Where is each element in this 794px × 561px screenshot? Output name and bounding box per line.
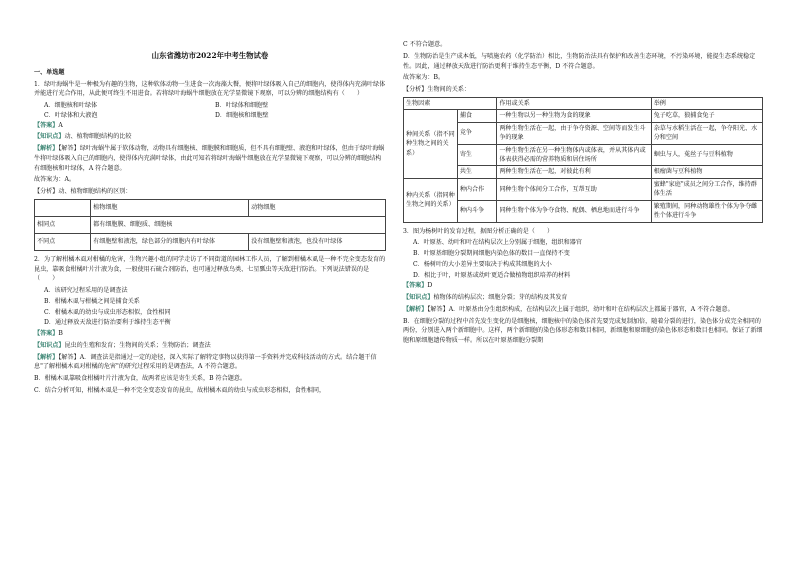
q2-analysis-a: 【解析】【解答】A．调查法是指通过一定的途径，深入实际了解特定事物以获得第一手资料并完成科技活动的方式。结合题干信息"了解柑橘木虱对柑橘的危害"的研究过程采用的是调查法，A 不符合题意。	[34, 353, 377, 371]
q3-option-b: B．叶原基细胞分裂期间细胞内染色体的数目一直保持不变	[413, 250, 570, 258]
table-cell: 一种生物以另一种生物为食的现象	[497, 110, 651, 122]
section-heading: 一、单选题	[34, 68, 65, 76]
q2-conclusion: 故答案为：B。	[403, 74, 445, 82]
table-cell: 种内斗争	[457, 200, 496, 222]
q2-options	[34, 286, 386, 328]
table-cell: 根瘤菌与豆科植物	[651, 166, 762, 178]
table-cell: 蛔虫与人，菟丝子与豆科植物	[651, 144, 762, 166]
table-cell: 蜜蜂"家庭"成员之间分工合作，维持群体生活	[651, 178, 762, 200]
cell-compare-table	[34, 199, 386, 251]
q1-options	[34, 101, 386, 121]
q2-analysis-b: B．柑橘木虱靠吸食柑橘叶片汁液为食，故两者应该是寄生关系，B 符合题意。	[34, 375, 246, 383]
q3-stem: 3．图为杨树叶的发育过程，据图分析正确的是（ ）	[403, 227, 554, 235]
right-column	[403, 40, 763, 348]
table-cell: 种内关系（指同种生物之间的关系）	[404, 178, 458, 222]
q3-analysis-b: B．在细胞分裂的过程中首先发生变化的是细胞核，细胞核中的染色体首先要完成复制加倍，随着分裂的进行，染色体分成完全相同的两份，分别进入两个新细胞中。这样，两个新细胞的染色体形态和数目相同，新细胞和原细胞的染色体形态和数目也相同。保证了新细胞和原细胞遗传物质一样。所以在叶原基细胞分裂期	[403, 317, 763, 345]
q2-option-b: B．柑橘木虱与柑橘之间是捕食关系	[44, 297, 140, 305]
q2-c-end: C 不符合题意。	[403, 41, 447, 48]
table-cell: 杂草与水稻生活在一起，争夺阳光、水分和空间	[651, 122, 762, 144]
q2-stem: 2．为了解柑橘木虱对柑橘的危害，生物兴趣小组的同学走访了不同街道的园林工作人员，了解到柑橘木虱是一种不完全变态发育的昆虫，靠吸食柑橘叶片汁液为食，一般使用石硫合剂防治，也可通过释放鸟类、七星瓢虫等天敌进行防治。下列说法错误的是（ ）	[34, 255, 386, 283]
q3-option-a: A．叶原基、幼叶和叶在结构层次上分别属于细胞，组织和器官	[413, 239, 582, 247]
table-cell: 繁殖期间，同种动物雄性个体为争夺雌性个体进行斗争	[651, 200, 762, 222]
q3-options	[403, 238, 763, 280]
left-column	[34, 40, 386, 398]
relations-table	[403, 97, 763, 223]
table-cell: 捕食	[457, 110, 496, 122]
table-cell: 两种生物生活在一起，对彼此有利	[497, 166, 651, 178]
table-cell: 有细胞壁和液泡，绿色部分的细胞内有叶绿体	[91, 233, 249, 250]
table-header-cell: 动物细胞	[249, 199, 386, 216]
table-cell: 竞争	[457, 122, 496, 144]
q2-option-c: C．柑橘木虱的幼虫与成虫形态相似，食性相同	[44, 308, 171, 316]
table-header-cell: 作用或关系	[497, 97, 651, 109]
table-cell: 种间关系（指不同种生物之间的关系）	[404, 110, 458, 179]
table-cell: 两种生物生活在一起，由于争夺资源、空间等而发生斗争的现象	[497, 122, 651, 144]
table-cell: 不同点	[35, 233, 91, 250]
table-cell: 共生	[457, 166, 496, 178]
q2-analysis-d: D．生物防治是生产成本低，与喷施农药（化学防治）相比，生物防治法具有保护和改善生态环境，不污染环境，能提生态系统稳定性。因此，通过释放天敌进行防治更利于维持生态平衡，D 不符合题意。	[403, 52, 756, 70]
table-header-cell: 举例	[651, 97, 762, 109]
q1-answer: 【答案】A	[34, 121, 63, 129]
q2-analysis-c: C．结合分析可知，柑橘木虱是一种不完全变态发育的昆虫，故柑橘木虱的幼虫与成虫形态相似，食性相同，	[34, 386, 326, 394]
q1-option-d: D．细胞核和细胞壁	[215, 111, 269, 119]
q1-knowledge-point: 【知识点】动、植物细胞结构的比较	[34, 133, 132, 141]
q1-option-c: C．叶绿体和大液泡	[44, 111, 98, 119]
q3-option-c: C．杨树叶的大小差异主要取决于构成其细胞的大小	[413, 260, 552, 268]
table-cell: 没有细胞壁和液泡，也没有叶绿体	[249, 233, 386, 250]
q1-option-b: B．叶绿体和细胞壁	[215, 102, 269, 110]
q1-option-a: A．细胞核和叶绿体	[44, 102, 98, 110]
q2-fenxi: 【分析】生物间的关系：	[403, 86, 471, 93]
table-cell: 都有细胞膜、细胞质、细胞核	[91, 216, 386, 233]
table-header-cell: 植物细胞	[91, 199, 249, 216]
q3-option-d: D．相比于叶，叶原基或幼叶更适合做植物组织培养的材料	[413, 271, 571, 279]
table-cell: 种内合作	[457, 178, 496, 200]
q2-option-d: D．通过释放天敌进行防治要利于维持生态平衡	[44, 319, 171, 327]
q2-knowledge-point: 【知识点】昆虫的生殖和发育；生物间的关系；生物防治；调查法	[34, 341, 211, 349]
q2-option-a: A．该研究过程采用的是调查法	[44, 287, 128, 295]
table-cell: 一种生物生活在另一种生物体内或体表，并从其体内或体表获得必需的营养物质和居住场所	[497, 144, 651, 166]
q1-conclusion: 故答案为：A。	[34, 176, 75, 184]
q3-analysis-a: 【解析】【解答】A．叶原基由分生组织构成，在结构层次上属于组织，幼叶和叶在结构层次上都属于器官，A 不符合题意。	[403, 305, 734, 313]
q1-fenxi: 【分析】动、植物细胞结构的区别：	[34, 188, 132, 196]
table-cell: 兔子吃草，狼捕食兔子	[651, 110, 762, 122]
q3-knowledge-point: 【知识点】植物体的结构层次；细胞分裂；芽的结构及其发育	[403, 294, 568, 302]
table-cell: 同种生物个体间分工合作，互帮互助	[497, 178, 651, 200]
q2-answer: 【答案】B	[34, 330, 63, 338]
page-title: 山东省潍坊市2022年中考生物试卷	[151, 51, 269, 60]
table-header-cell: 生物因素	[404, 97, 497, 109]
q3-answer: 【答案】D	[403, 282, 433, 290]
table-header-cell	[35, 199, 91, 216]
table-cell: 同种生物个体为争夺食物、配偶、栖息地而进行斗争	[497, 200, 651, 222]
table-cell: 寄生	[457, 144, 496, 166]
table-cell: 相同点	[35, 216, 91, 233]
q1-stem: 1．绿叶海蜗牛是一种极为有趣的生物，这种软体动物一生进食一次海藻大餐，便将叶绿体吸入自己的细胞内，使得体内充满叶绿体并能进行光合作用，从此便可终生不用进食。若将绿叶海蜗牛细胞放在光学显微镜下观察，可以分辨的细胞结构有（ ）	[34, 80, 386, 98]
q1-analysis: 【解析】【解答】绿叶海蜗牛属于软体动物，动物具有细胞核、细胞膜和细胞质，但不具有细胞壁、液泡和叶绿体，但由于绿叶海蜗牛将叶绿体吸入自己的细胞内，使得体内充满叶绿体，由此可知若将绿叶海蜗牛细胞放在光学显微镜下观察，可以分辨的细胞结构有细胞核和叶绿体，A 符合题意。	[34, 145, 385, 172]
